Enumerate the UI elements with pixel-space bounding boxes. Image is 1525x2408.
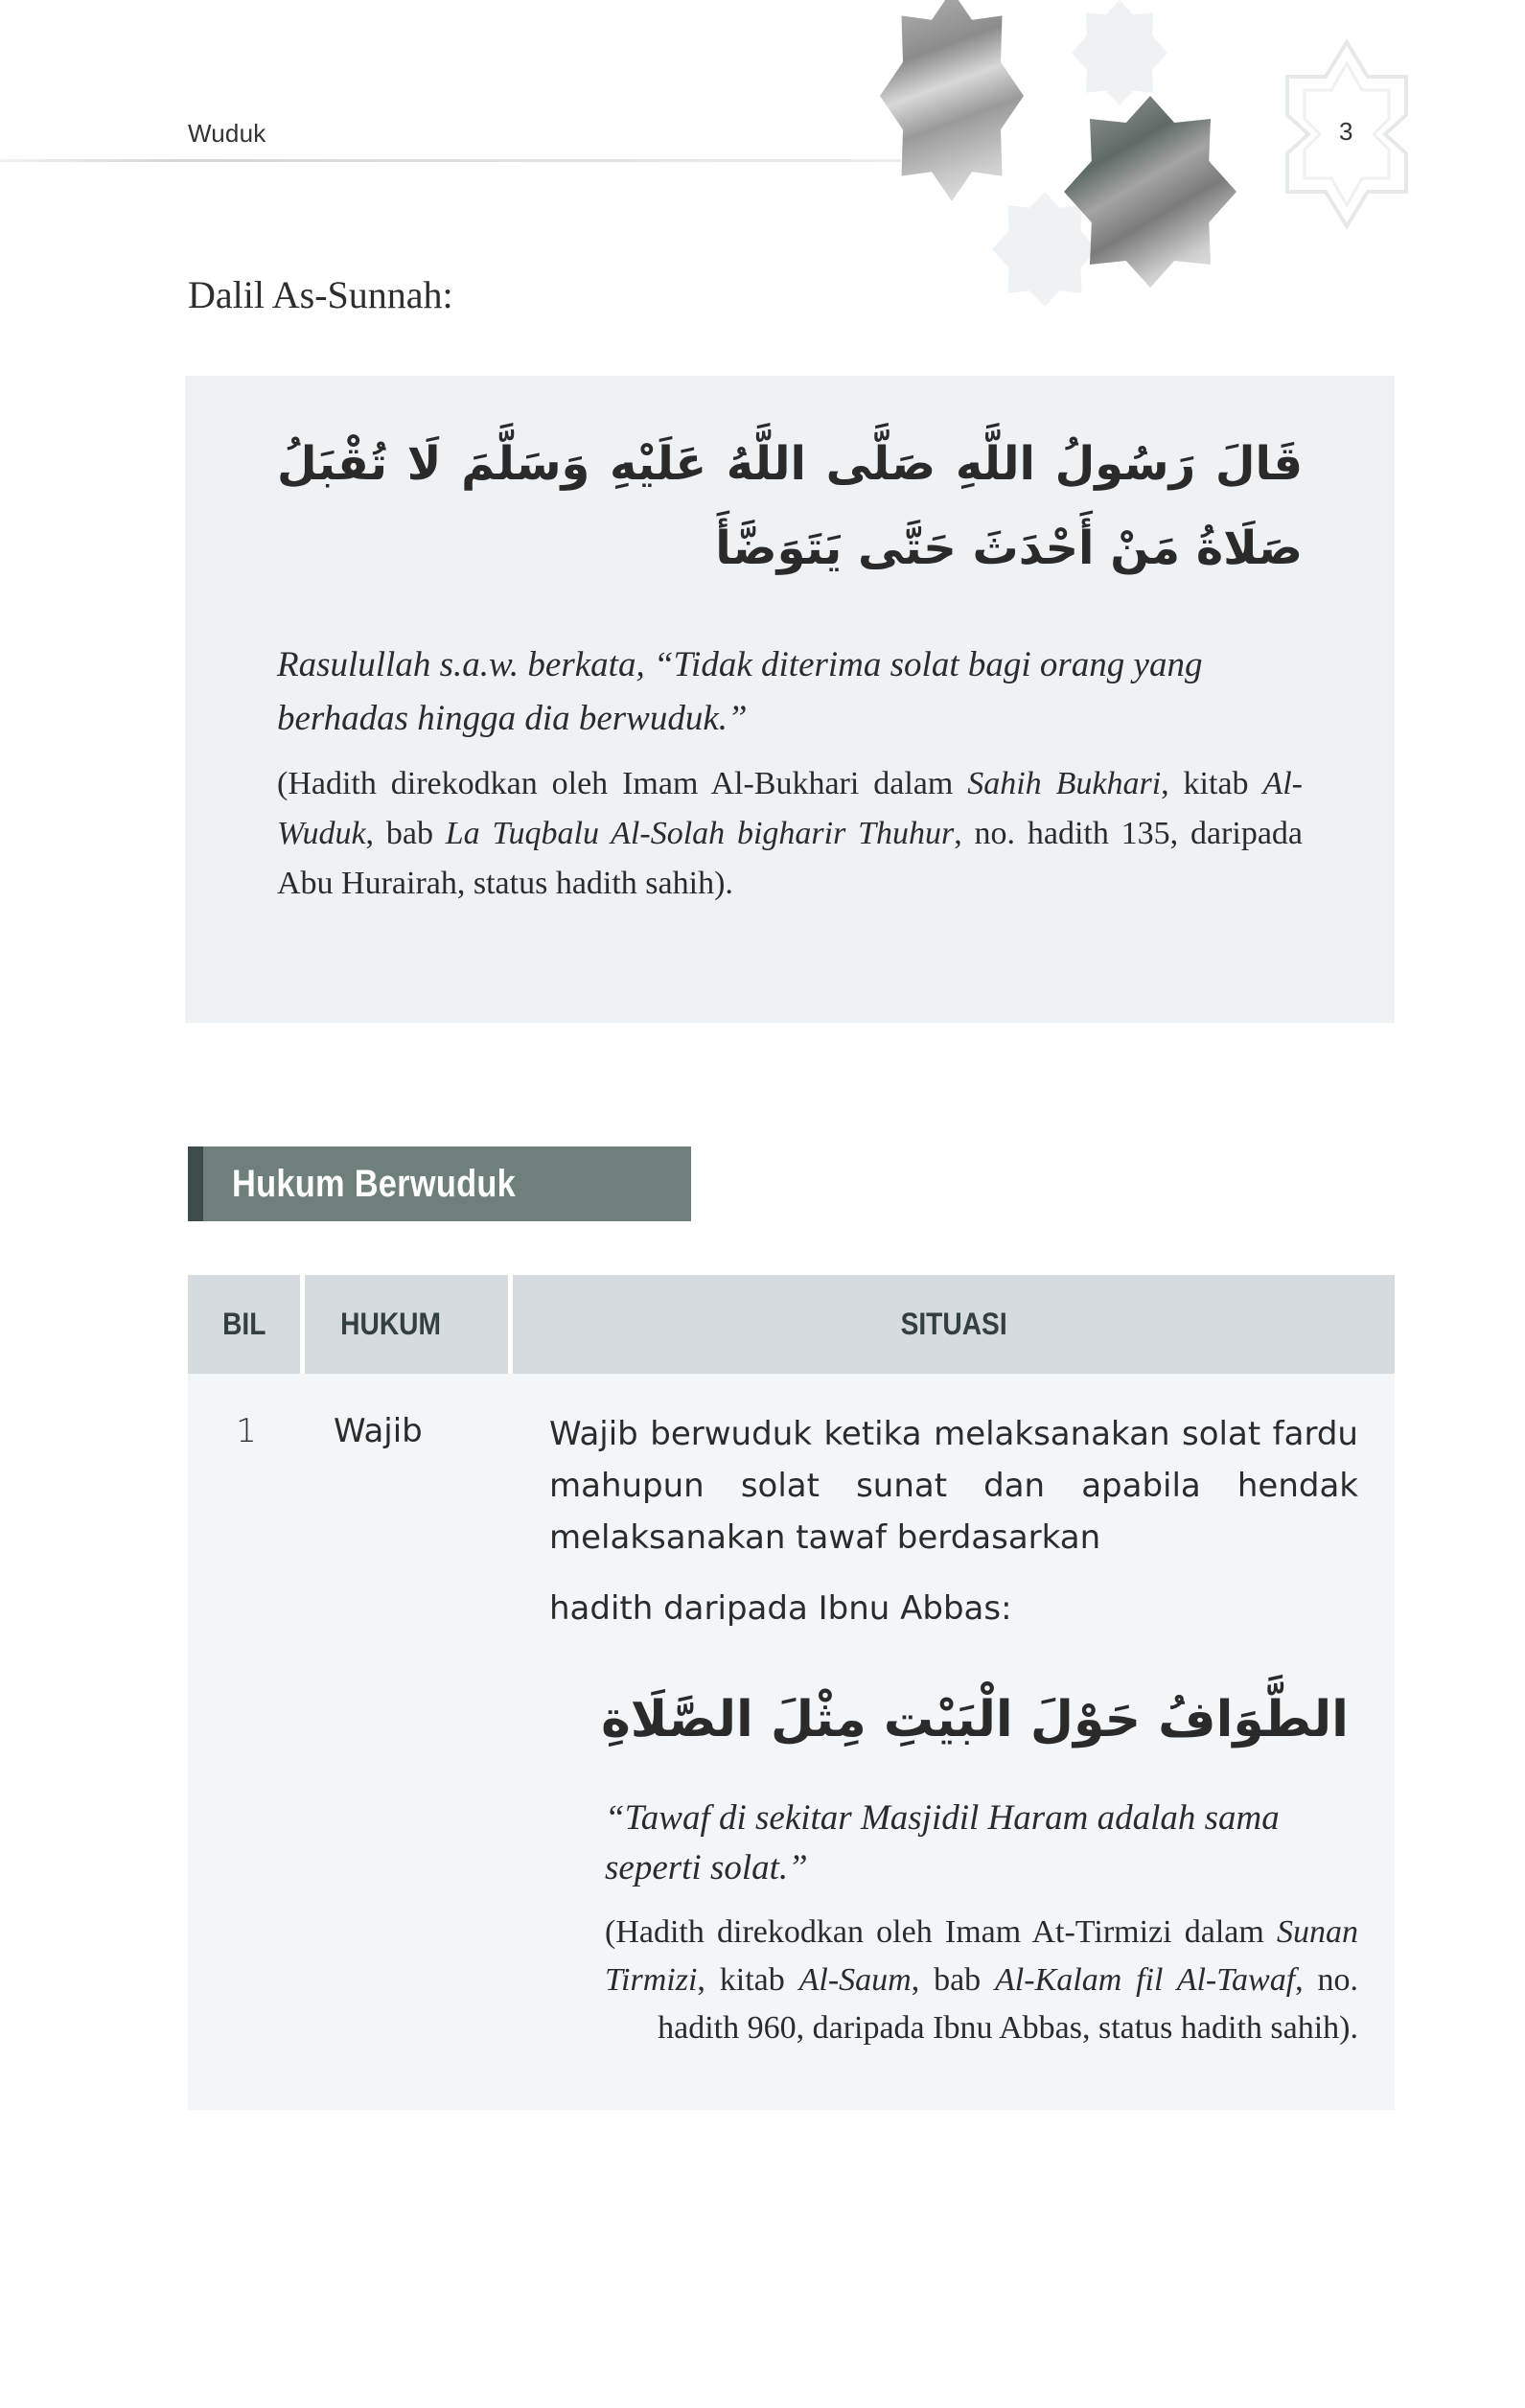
column-header-bil: BIL bbox=[188, 1275, 305, 1374]
hukum-table bbox=[188, 1275, 1395, 2110]
running-header-chapter: Wuduk bbox=[188, 119, 266, 148]
cell-hukum: Wajib bbox=[334, 1412, 423, 1450]
citation-text: , kitab bbox=[1161, 766, 1263, 801]
citation-bab: Al-Kalam fil Al-Tawaf bbox=[995, 1962, 1296, 1998]
decorative-star-shape bbox=[1072, 0, 1167, 105]
column-header-situasi: SITUASI bbox=[513, 1275, 1395, 1374]
citation-text: , bab bbox=[365, 816, 446, 851]
tawaf-hadith-arabic: الطَّوَافُ حَوْلَ الْبَيْتِ مِثْلَ الصَّلَاةِ bbox=[601, 1691, 1349, 1748]
header-photo-wudu bbox=[1064, 96, 1236, 288]
citation-bab: La Tuqbalu Al-Solah bigharir Thuhur bbox=[445, 816, 955, 851]
citation-text: (Hadith direkodkan oleh Imam Al-Bukhari dalam bbox=[277, 766, 968, 801]
cell-bil: 1 bbox=[236, 1412, 257, 1450]
page-number: 3 bbox=[1339, 117, 1353, 146]
hadith-translation: Rasulullah s.a.w. berkata, “Tidak diterima solat bagi orang yang berhadas hingga dia berwuduk.” bbox=[277, 645, 1203, 738]
hadith-box bbox=[185, 376, 1395, 1023]
dalil-heading: Dalil As-Sunnah: bbox=[188, 273, 453, 316]
citation-text: , kitab bbox=[697, 1962, 799, 1998]
section-heading-bar bbox=[188, 1146, 691, 1221]
citation-text: , no. hadith 960, daripada Ibnu Abbas, status hadith sahih). bbox=[658, 1962, 1359, 2046]
citation-text: , no. hadith 135, daripada Abu Hurairah, status hadith sahih). bbox=[277, 816, 1303, 901]
citation-kitab: Al-Wuduk bbox=[277, 766, 1304, 851]
hadith-arabic-text: قَالَ رَسُولُ اللَّهِ صَلَّى اللَّهُ عَلَيْهِ وَسَلَّمَ لَا تُقْبَلُ صَلَاةُ مَنْ أَحْدَثَ حَتَّى يَتَوَضَّأَ bbox=[277, 437, 1303, 575]
cell-situasi bbox=[513, 1374, 1395, 2110]
table-row bbox=[188, 1374, 1395, 2110]
tawaf-hadith-translation: “Tawaf di sekitar Masjidil Haram adalah sama seperti solat.” bbox=[605, 1798, 1280, 1887]
citation-kitab: Al-Saum bbox=[798, 1962, 912, 1998]
table-header-row bbox=[188, 1275, 1395, 1374]
citation-text: (Hadith direkodkan oleh Imam At-Tirmizi dalam bbox=[605, 1914, 1277, 1950]
situasi-description: Wajib berwuduk ketika melaksanakan solat fardu mahupun solat sunat dan apabila hendak melaksanakan tawaf berdasarkan bbox=[549, 1415, 1358, 1557]
citation-book: Sunan Tirmizi bbox=[605, 1914, 1358, 1998]
column-header-hukum: HUKUM bbox=[305, 1275, 513, 1374]
situasi-description-end: hadith daripada Ibnu Abbas: bbox=[549, 1589, 1012, 1628]
hadith-source-citation bbox=[277, 759, 1303, 909]
citation-text: , bab bbox=[911, 1962, 996, 1998]
tawaf-hadith-citation bbox=[605, 1909, 1358, 2052]
section-heading-title: Hukum Berwuduk bbox=[232, 1162, 517, 1205]
header-rule bbox=[0, 159, 901, 162]
citation-book: Sahih Bukhari bbox=[967, 766, 1162, 801]
header-photo-wudu bbox=[880, 0, 1024, 201]
